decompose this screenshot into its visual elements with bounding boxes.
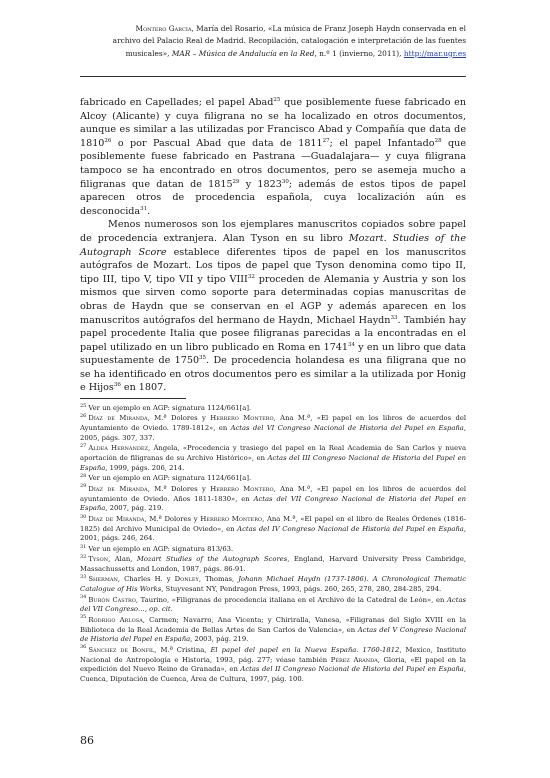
header-author: Montero García [135,24,192,33]
author-name: Herrero Montero [210,414,274,423]
header-journal: MAR – Música de Andalucía en la Red [171,48,315,58]
italic-title: Actas del VII Congreso…, op. cit. [80,595,466,614]
header-line2: archivo del Palacio Real de Madrid. Recopilación, catalogación e interpretación de las fuentes [112,36,466,46]
header-line3-pre: musicales», [125,48,172,58]
header-line3-post: , n.º 1 (invierno, 2011), [314,48,404,58]
footnote-34 [80,596,466,616]
text-run: , Ana M.ª, «El papel en los libros de acuerdos del Ayuntamiento de Oviedo. 1789-1812», en [80,414,467,433]
footnote-35 [80,616,466,646]
text-run: Ver un ejemplo en AGP: signatura 813/63. [88,544,234,553]
italic-title: Actas del V Congreso Nacional de Historia del Papel en España [80,625,466,644]
italic-title: Mozart Studies of the Autograph Scores [136,555,288,564]
text-run: , Cuenca, Diputación de Cuenca, Área de Cultura, 1997, pág. 100. [80,665,467,684]
footnote-number: 25 [80,402,87,409]
italic-title: Mozart. Studies of the Autograph Score [80,232,466,258]
footnote-ref: 35 [199,355,207,362]
text-run: Ver un ejemplo en AGP: signatura 1124/661[a]. [88,404,252,412]
text-run: ; el papel Infantado [329,137,435,149]
footnote-ref: 34 [348,341,356,348]
footnote-number: 35 [80,614,87,621]
footnote-number: 33 [80,574,87,581]
footnote-number: 26 [80,413,87,420]
footnote-31 [80,545,466,555]
text-run: , M.ª Dolores y [147,414,211,423]
text-run: y en un libro que data supuestamente de 1750 [80,341,467,367]
text-run: y 1823 [239,178,282,190]
text-run: Menos numerosos son los ejemplares manuscritos copiados sobre papel de procedencia extranjera. Alan Tyson en su libro [80,219,466,244]
text-run: , England, Harvard University Press Cambridge, Massachussetts and London, 1987, págs. 86-91. [80,555,467,573]
text-run: , 2001, págs. 246, 264. [80,524,466,543]
footnote-ref: 31 [140,205,148,212]
footnote-33 [80,575,466,595]
text-run: , Stuyvesant NY, Pendragon Press, 1993, págs. 260, 265, 278, 280, 284-285, 294. [161,585,442,594]
journal-url-link[interactable]: http://mar.ugr.es [403,48,466,58]
text-run: establece diferentes tipos de papel en los manuscritos autógrafos de Mozart. Los tipos de papel que Tyson denomina como tipo II, tipo III, tipo V, tipo VII y tipo VIII [80,246,467,285]
text-run: Ver un ejemplo en AGP: signatura 1124/661[a]. [88,474,252,483]
running-header [80,23,466,60]
text-run: . De procedencia holandesa es una filigrana que no se ha identificado en otros documentos pero es similar a la utilizada por Honig e Hijos [80,355,466,394]
page-number: 86 [80,734,94,747]
footnote-ref: 32 [247,273,255,280]
author-name: Donley [174,575,199,584]
author-name: Burón Castro [88,595,136,604]
author-name: Díaz de Miranda [88,514,145,523]
italic-title: Actas del III Congreso Nacional de Historia del Papel en España [80,454,466,473]
italic-title: Actas del VI Congreso Nacional de Historia del Papel en España [230,424,464,433]
text-run: , 2007, pág. 219. [105,504,164,513]
text-run: . También hay papel procedente Italia que posee filigranas parecidas a la encontradas en el papel utilizado en un libro publicado en Roma en 1741 [80,314,466,353]
footnote-number: 31 [80,543,87,550]
footnotes [80,404,466,686]
paragraph-2 [80,218,466,395]
footnote-25 [80,404,466,414]
footnote-ref: 28 [434,137,442,144]
author-name: Díaz de Miranda [88,414,148,423]
author-name: Pérez Aranda [330,655,378,664]
footnote-ref: 36 [113,382,121,389]
footnote-number: 32 [80,553,87,560]
text-run: , Charles H. y [117,575,175,584]
text-run: , M.ª Dolores y [147,484,211,493]
text-run: que posiblemente fuese fabricado en Pastrana —Guadalajara— y cuya filigrana tampoco se ha encontrado en otros documentos, pero se asemeja mucho a filigranas que datan de 1815 [80,137,466,190]
text-run: , Thomas, [198,575,239,584]
footnote-28 [80,474,466,484]
text-run: , Taurino, «Filigranas de procedencia italiana en el Archivo de la Catedral de León», en [135,595,447,604]
footnote-30 [80,515,466,545]
main-text [80,96,466,395]
footnote-number: 30 [80,513,87,520]
text-run: , Ángela, «Procedencia y trasiego del papel en la Real Academia de San Carlos y nueva aportación de filigranas de su Archivo Histórico», en [80,444,466,463]
text-run: en 1807. [120,382,167,394]
text-run: proceden de Alemania y Austria y son los mismos que sirven como soporte para determinadas copias manuscritas de obras de Haydn que se conservan en el AGP y además aparecen en los manuscritos autógrafos del hermano de Haydn, Michael Haydn [80,273,466,326]
footnote-36 [80,646,466,685]
text-run: , 1999, págs. 206, 214. [105,464,185,473]
text-run: o por Pascual Abad que data de 1811 [111,137,323,149]
header-rule [80,76,466,77]
footnote-ref: 33 [390,314,398,321]
author-name: Herrero Montero [200,514,263,523]
header-line1: , María del Rosario, «La música de Franz Joseph Haydn conservada en el [191,24,466,33]
author-name: Tyson [88,555,109,564]
footnote-rule [80,398,186,399]
author-name: Sherman [88,575,118,584]
text-run: , Ana M.ª, «El papel en los libros de acuerdos del ayuntamiento de Oviedo. Años 1811-1830», en [80,484,467,503]
paragraph-1 [80,96,466,218]
footnote-number: 29 [80,483,87,490]
text-run: , Ana M.ª, «El papel en el libro de Reales Órdenes (1816-1825) del Archivo Municipal de Oviedo», en [80,514,466,533]
footnote-ref: 25 [273,96,281,103]
footnote-ref: 29 [232,178,240,185]
author-name: Rodrigo Arlosa [88,615,143,624]
text-run: , Gloria, «El papel en la expedición del Nuevo Reino de Granada», en [80,655,466,674]
author-name: Sánchez de Bonfil [88,645,155,654]
italic-title: El papel del papel en la Nueva España. 1760-1812 [210,645,400,654]
text-run: que posiblemente fuese fabricado en Alcoy (Alicante) y cuya filigrana no se ha localizado en otros documentos, aunque es similar a las utilizadas por Francisco Abad y Compañía que data de 1810 [80,97,466,149]
footnote-ref: 27 [322,137,330,144]
text-run: , 2003, pág. 219. [190,635,249,644]
footnote-27 [80,444,466,474]
italic-title: Actas del VII Congreso Nacional de Historia del Papel en España [80,494,466,513]
text-run: , Carmen; Navarro, Ana Vicenta; y Chiriralla, Vanesa, «Filigranas del Siglo XVIII en la Biblioteca de la Real Academia de Bellas Artes de San Carlos de Valencia», en [80,615,466,634]
author-name: Díaz de Miranda [88,484,148,493]
footnote-26 [80,414,466,444]
text-run: fabricado en Capellades; el papel Abad [80,97,274,108]
footnote-number: 36 [80,644,87,651]
author-name: Herrero Montero [210,484,274,493]
footnote-ref: 30 [281,178,289,185]
text-run: , Mexico, Instituto Nacional de Antropología e Historia, 1993, pág. 277; véase también [80,645,466,664]
footnote-number: 27 [80,443,87,450]
italic-title: Johann Michael Haydn (1737-1806). A Chronological Thematic Catalogue of His Works [80,575,467,594]
text-run: , M.ª Cristina, [154,645,211,654]
italic-title: Actas del IV Congreso Nacional de Historia del Papel en España [237,524,464,533]
footnote-ref: 26 [104,137,112,144]
author-name: Aldea Hernández [88,444,149,453]
footnote-number: 34 [80,594,87,601]
text-run: ; además de estos tipos de papel aparecen otros de procedencia española, cuya localización aún es desconocida [80,178,466,217]
text-run: , Alan, [108,555,137,564]
footnote-32 [80,555,466,575]
text-run: , M.ª Dolores y [144,514,201,523]
footnote-29 [80,485,466,515]
footnote-number: 28 [80,473,87,480]
text-run: , 2005, págs. 307, 337. [80,424,467,443]
italic-title: Actas del II Congreso Nacional de Historia del Papel en España [240,665,464,674]
text-run: . [147,205,151,217]
